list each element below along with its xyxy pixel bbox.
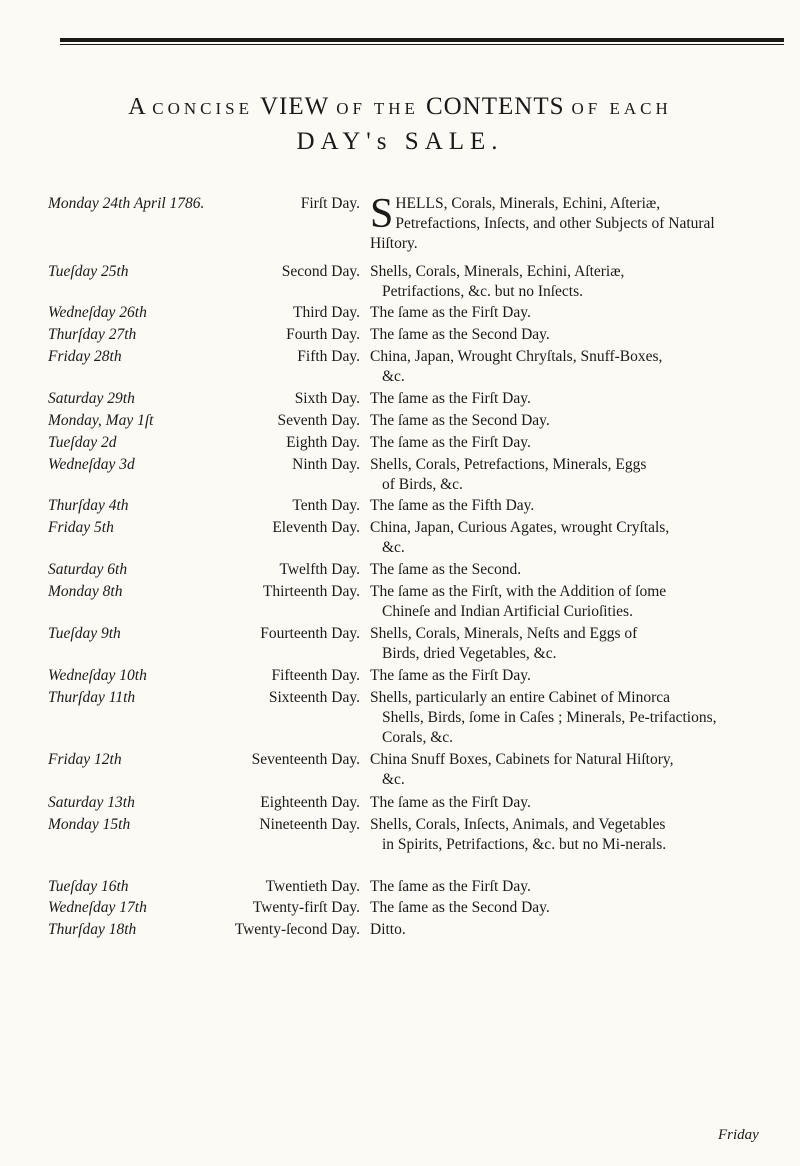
sale-contents bbox=[370, 750, 760, 790]
sale-contents bbox=[370, 518, 760, 558]
title-of-the: OF THE bbox=[336, 99, 419, 118]
sale-day: Twentieth Day. bbox=[265, 878, 360, 895]
sale-date: Friday 28th bbox=[48, 348, 122, 365]
sale-contents bbox=[370, 455, 760, 495]
contents-continuation: Chineſe and Indian Artificial Curioſities. bbox=[382, 603, 633, 620]
sale-date: Tueſday 25th bbox=[48, 263, 129, 280]
sale-day: Fourteenth Day. bbox=[260, 625, 360, 642]
sale-day: Sixth Day. bbox=[294, 390, 360, 407]
contents-continuation: of Birds, &c. bbox=[382, 476, 463, 493]
sale-date: Thurſday 11th bbox=[48, 689, 136, 706]
contents-line: The ſame as the Firſt Day. bbox=[370, 434, 531, 451]
page-title bbox=[0, 93, 800, 121]
contents-line: Shells, Corals, Petrefactions, Minerals, Eggs bbox=[370, 456, 647, 473]
sale-day: Third Day. bbox=[292, 304, 360, 321]
contents-continuation: Shells, Birds, ſome in Caſes ; Minerals, Pe-trifactions, Corals, &c. bbox=[382, 709, 717, 746]
sale-date: Wedneſday 17th bbox=[48, 899, 147, 916]
sale-date: Wedneſday 3d bbox=[48, 456, 135, 473]
sale-contents bbox=[370, 411, 760, 431]
contents-line: The ſame as the Firſt Day. bbox=[370, 878, 531, 895]
sale-day: Fifth Day. bbox=[297, 348, 360, 365]
contents-line: Ditto. bbox=[370, 921, 406, 938]
sale-date: Wedneſday 26th bbox=[48, 304, 147, 321]
contents-line: Shells, Corals, Inſects, Animals, and Vegetables bbox=[370, 816, 666, 833]
contents-continuation: Petrefactions, Inſects, and other Subjects of Natural Hiſtory. bbox=[370, 215, 715, 252]
contents-line: Shells, Corals, Minerals, Neſts and Eggs of bbox=[370, 625, 638, 642]
title-view: VIEW bbox=[259, 93, 330, 120]
sale-date: Friday 12th bbox=[48, 751, 122, 768]
contents-line: HELLS, Corals, Minerals, Echini, Aſteriæ, bbox=[395, 195, 661, 212]
contents-line: Shells, particularly an entire Cabinet of Minorca bbox=[370, 689, 671, 706]
contents-line: The ſame as the Second Day. bbox=[370, 412, 550, 429]
title-contents: CONTENTS bbox=[425, 93, 565, 120]
sale-contents bbox=[370, 898, 760, 918]
sale-contents bbox=[370, 688, 760, 748]
sale-date: Wedneſday 10th bbox=[48, 667, 147, 684]
sale-day: Seventeenth Day. bbox=[251, 751, 360, 768]
contents-line: The ſame as the Firſt Day. bbox=[370, 304, 531, 321]
sale-contents bbox=[370, 560, 760, 580]
title-concise: CONCISE bbox=[152, 99, 253, 118]
contents-line: The ſame as the Fifth Day. bbox=[370, 497, 535, 514]
contents-line: Shells, Corals, Minerals, Echini, Aſteriæ, bbox=[370, 263, 625, 280]
sale-contents bbox=[370, 815, 760, 855]
sale-date: Thurſday 4th bbox=[48, 497, 129, 514]
sale-contents bbox=[370, 262, 760, 302]
sale-contents bbox=[370, 433, 760, 453]
sale-day: Eleventh Day. bbox=[272, 519, 360, 536]
sale-day: Nineteenth Day. bbox=[259, 816, 360, 833]
sale-day: Twelfth Day. bbox=[279, 561, 360, 578]
top-rule-thick bbox=[60, 38, 784, 42]
sale-date: Monday 24th April 1786. bbox=[48, 195, 205, 212]
contents-continuation: in Spirits, Petrifactions, &c. but no Mi-nerals. bbox=[382, 836, 667, 853]
sale-date: Saturday 29th bbox=[48, 390, 135, 407]
contents-line: China Snuff Boxes, Cabinets for Natural Hiſtory, bbox=[370, 751, 674, 768]
drop-cap: S bbox=[370, 191, 394, 237]
contents-line: China, Japan, Curious Agates, wrought Cryſtals, bbox=[370, 519, 670, 536]
sale-contents bbox=[370, 191, 760, 254]
sale-day: Eighth Day. bbox=[286, 434, 360, 451]
sale-day: Fourth Day. bbox=[286, 326, 360, 343]
sale-contents bbox=[370, 582, 760, 622]
page-subtitle: DAY's SALE. bbox=[296, 128, 504, 155]
contents-line: The ſame as the Second Day. bbox=[370, 899, 550, 916]
sale-day: Twenty-ſecond Day. bbox=[234, 921, 360, 938]
sale-day: Firſt Day. bbox=[300, 195, 360, 212]
sale-contents bbox=[370, 877, 760, 897]
sale-date: Tueſday 2d bbox=[48, 434, 117, 451]
top-rule-thin bbox=[60, 44, 784, 45]
sale-date: Tueſday 16th bbox=[48, 878, 129, 895]
sale-date: Tueſday 9th bbox=[48, 625, 121, 642]
sale-contents bbox=[370, 303, 760, 323]
sale-day: Fifteenth Day. bbox=[271, 667, 360, 684]
title-article: A bbox=[128, 94, 146, 120]
sale-contents bbox=[370, 624, 760, 664]
sale-date: Thurſday 18th bbox=[48, 921, 137, 938]
contents-line: The ſame as the Firſt Day. bbox=[370, 390, 531, 407]
sale-contents bbox=[370, 325, 760, 345]
sale-contents bbox=[370, 347, 760, 387]
contents-line: The ſame as the Firſt Day. bbox=[370, 794, 531, 811]
sale-day: Eighteenth Day. bbox=[260, 794, 360, 811]
catchword: Friday bbox=[718, 1127, 759, 1143]
contents-line: The ſame as the Second Day. bbox=[370, 326, 550, 343]
sale-contents bbox=[370, 793, 760, 813]
sale-day: Sixteenth Day. bbox=[268, 689, 360, 706]
sale-contents bbox=[370, 389, 760, 409]
contents-continuation: Birds, dried Vegetables, &c. bbox=[382, 645, 557, 662]
sale-date: Friday 5th bbox=[48, 519, 114, 536]
sale-day: Ninth Day. bbox=[292, 456, 360, 473]
contents-continuation: &c. bbox=[382, 368, 405, 385]
sale-day: Second Day. bbox=[281, 263, 360, 280]
sale-contents bbox=[370, 496, 760, 516]
contents-line: The ſame as the Second. bbox=[370, 561, 522, 578]
sale-contents bbox=[370, 920, 760, 940]
sale-day: Seventh Day. bbox=[277, 412, 360, 429]
sale-day: Tenth Day. bbox=[292, 497, 360, 514]
contents-line: China, Japan, Wrought Chryſtals, Snuff-Boxes, bbox=[370, 348, 663, 365]
sale-date: Saturday 13th bbox=[48, 794, 135, 811]
contents-continuation: &c. bbox=[382, 539, 405, 556]
sale-date: Monday 8th bbox=[48, 583, 123, 600]
contents-line: The ſame as the Firſt, with the Addition of ſome bbox=[370, 583, 667, 600]
sale-day: Twenty-firſt Day. bbox=[252, 899, 360, 916]
sale-date: Saturday 6th bbox=[48, 561, 128, 578]
contents-line: The ſame as the Firſt Day. bbox=[370, 667, 531, 684]
sale-date: Monday 15th bbox=[48, 816, 131, 833]
sale-contents bbox=[370, 666, 760, 686]
contents-continuation: Petrifactions, &c. but no Inſects. bbox=[382, 283, 584, 300]
title-of-each: OF EACH bbox=[571, 99, 672, 118]
sale-date: Monday, May 1ſt bbox=[48, 412, 154, 429]
sale-day: Thirteenth Day. bbox=[262, 583, 360, 600]
contents-continuation: &c. bbox=[382, 771, 405, 788]
sale-date: Thurſday 27th bbox=[48, 326, 137, 343]
